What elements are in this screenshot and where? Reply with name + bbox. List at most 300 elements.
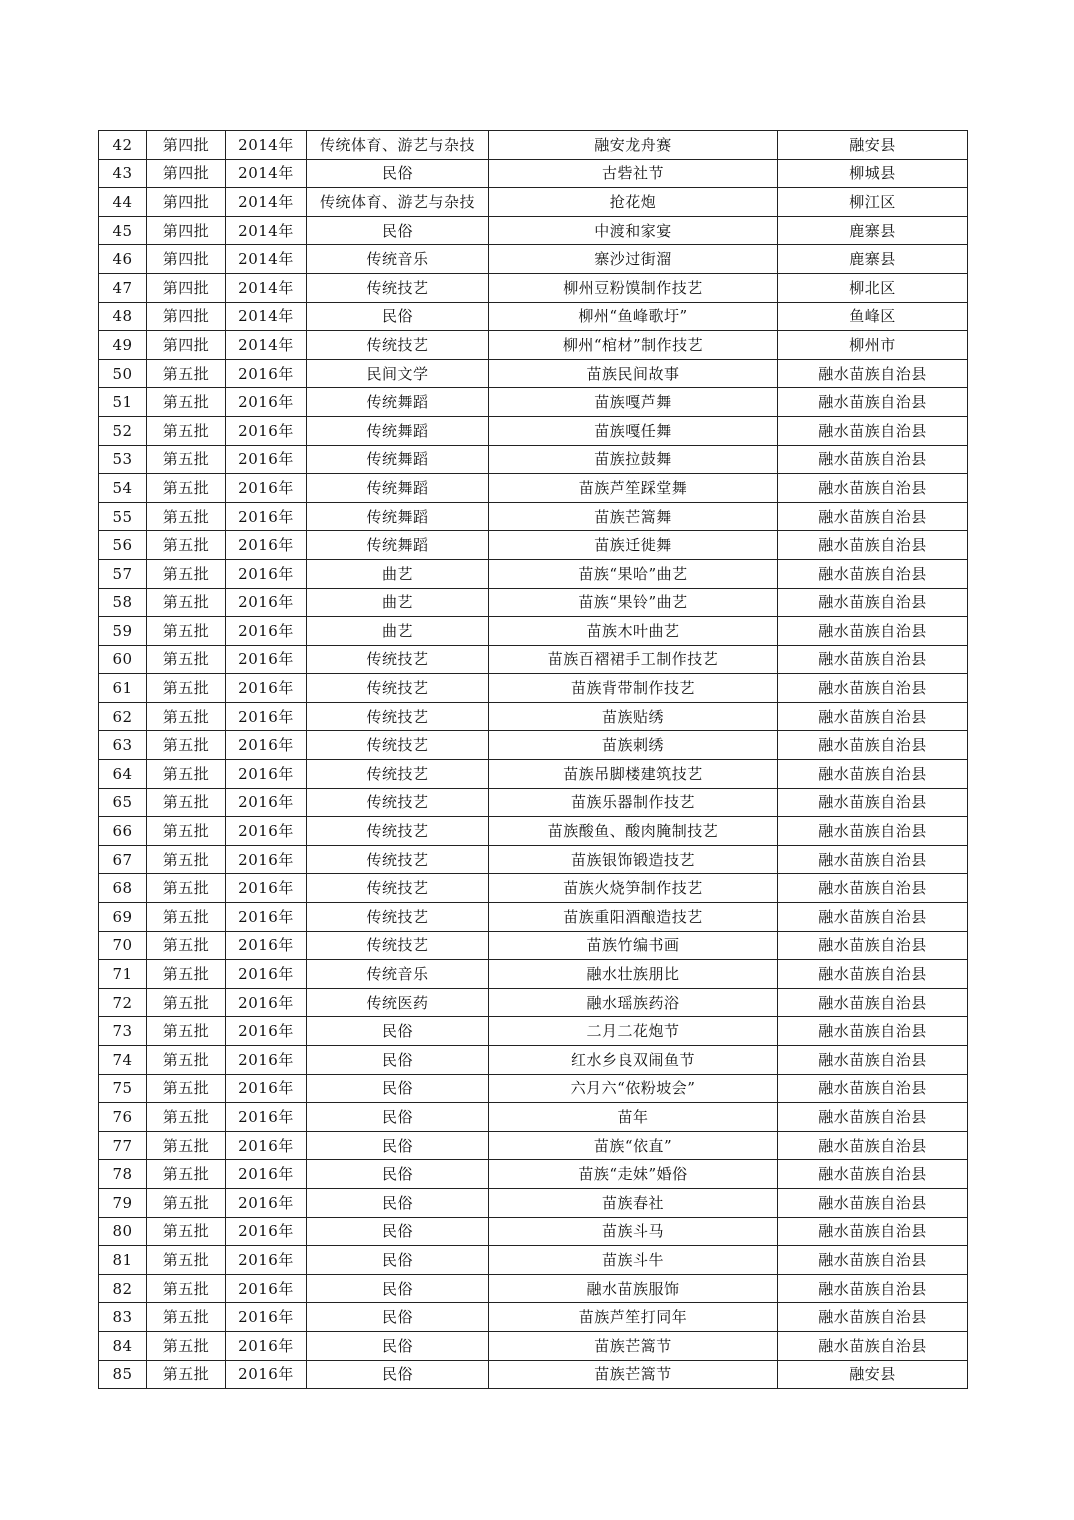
row-number-cell: 66	[99, 817, 147, 846]
region-cell: 鹿寨县	[778, 216, 968, 245]
project-name-cell: 苗族“依直”	[489, 1131, 778, 1160]
category-cell: 传统技艺	[307, 331, 489, 360]
table-row	[99, 960, 968, 989]
batch-cell: 第五批	[147, 588, 226, 617]
batch-cell: 第四批	[147, 245, 226, 274]
region-cell: 融水苗族自治县	[778, 845, 968, 874]
table-row	[99, 788, 968, 817]
category-cell: 传统舞蹈	[307, 502, 489, 531]
region-cell: 融水苗族自治县	[778, 1217, 968, 1246]
region-cell: 融水苗族自治县	[778, 960, 968, 989]
project-name-cell: 柳州豆粉馍制作技艺	[489, 273, 778, 302]
batch-cell: 第五批	[147, 1331, 226, 1360]
batch-cell: 第四批	[147, 273, 226, 302]
table-row	[99, 1246, 968, 1275]
row-number-cell: 81	[99, 1246, 147, 1275]
year-cell: 2016年	[226, 531, 307, 560]
batch-cell: 第五批	[147, 874, 226, 903]
project-name-cell: 柳州“鱼峰歌圩”	[489, 302, 778, 331]
row-number-cell: 44	[99, 188, 147, 217]
row-number-cell: 76	[99, 1103, 147, 1132]
batch-cell: 第五批	[147, 1074, 226, 1103]
project-name-cell: 融水壮族朋比	[489, 960, 778, 989]
category-cell: 民俗	[307, 1303, 489, 1332]
region-cell: 融安县	[778, 1360, 968, 1389]
region-cell: 融水苗族自治县	[778, 359, 968, 388]
region-cell: 融水苗族自治县	[778, 474, 968, 503]
batch-cell: 第五批	[147, 1246, 226, 1275]
year-cell: 2016年	[226, 931, 307, 960]
category-cell: 民俗	[307, 302, 489, 331]
table-row	[99, 1331, 968, 1360]
project-name-cell: 苗族木叶曲艺	[489, 617, 778, 646]
row-number-cell: 61	[99, 674, 147, 703]
batch-cell: 第五批	[147, 474, 226, 503]
project-name-cell: 红水乡良双闹鱼节	[489, 1046, 778, 1075]
row-number-cell: 77	[99, 1131, 147, 1160]
project-name-cell: 柳州“棺材”制作技艺	[489, 331, 778, 360]
region-cell: 融水苗族自治县	[778, 1017, 968, 1046]
batch-cell: 第五批	[147, 674, 226, 703]
table-row	[99, 674, 968, 703]
year-cell: 2016年	[226, 731, 307, 760]
batch-cell: 第五批	[147, 1274, 226, 1303]
year-cell: 2014年	[226, 131, 307, 160]
region-cell: 融水苗族自治县	[778, 1103, 968, 1132]
project-name-cell: 苗族“果哈”曲艺	[489, 559, 778, 588]
table-row	[99, 1274, 968, 1303]
project-name-cell: 融水瑶族药浴	[489, 988, 778, 1017]
table-row	[99, 1360, 968, 1389]
category-cell: 民俗	[307, 1331, 489, 1360]
project-name-cell: 苗族斗马	[489, 1217, 778, 1246]
project-name-cell: 苗族背带制作技艺	[489, 674, 778, 703]
table-row	[99, 731, 968, 760]
row-number-cell: 85	[99, 1360, 147, 1389]
table-row	[99, 1074, 968, 1103]
row-number-cell: 80	[99, 1217, 147, 1246]
project-name-cell: 苗族百褶裙手工制作技艺	[489, 645, 778, 674]
year-cell: 2016年	[226, 588, 307, 617]
category-cell: 民俗	[307, 1074, 489, 1103]
region-cell: 融安县	[778, 131, 968, 160]
row-number-cell: 67	[99, 845, 147, 874]
year-cell: 2016年	[226, 617, 307, 646]
category-cell: 民俗	[307, 1160, 489, 1189]
project-name-cell: 苗族乐器制作技艺	[489, 788, 778, 817]
batch-cell: 第五批	[147, 903, 226, 932]
year-cell: 2014年	[226, 302, 307, 331]
region-cell: 融水苗族自治县	[778, 502, 968, 531]
region-cell: 柳江区	[778, 188, 968, 217]
category-cell: 民俗	[307, 1360, 489, 1389]
row-number-cell: 45	[99, 216, 147, 245]
table-row	[99, 474, 968, 503]
batch-cell: 第五批	[147, 531, 226, 560]
project-name-cell: 苗族吊脚楼建筑技艺	[489, 760, 778, 789]
project-name-cell: 苗族重阳酒酿造技艺	[489, 903, 778, 932]
project-name-cell: 苗族火烧笋制作技艺	[489, 874, 778, 903]
category-cell: 传统技艺	[307, 817, 489, 846]
category-cell: 民俗	[307, 1217, 489, 1246]
batch-cell: 第四批	[147, 331, 226, 360]
batch-cell: 第五批	[147, 788, 226, 817]
category-cell: 传统音乐	[307, 245, 489, 274]
project-name-cell: 苗族迁徙舞	[489, 531, 778, 560]
row-number-cell: 79	[99, 1188, 147, 1217]
batch-cell: 第五批	[147, 388, 226, 417]
region-cell: 融水苗族自治县	[778, 874, 968, 903]
batch-cell: 第五批	[147, 845, 226, 874]
table-row	[99, 645, 968, 674]
year-cell: 2016年	[226, 559, 307, 588]
region-cell: 融水苗族自治县	[778, 645, 968, 674]
year-cell: 2014年	[226, 188, 307, 217]
project-name-cell: 融安龙舟赛	[489, 131, 778, 160]
category-cell: 民俗	[307, 1131, 489, 1160]
project-name-cell: 寨沙过街溜	[489, 245, 778, 274]
table-row	[99, 1046, 968, 1075]
year-cell: 2016年	[226, 1331, 307, 1360]
table-row	[99, 931, 968, 960]
year-cell: 2016年	[226, 645, 307, 674]
project-name-cell: 抢花炮	[489, 188, 778, 217]
table-row	[99, 188, 968, 217]
batch-cell: 第五批	[147, 559, 226, 588]
region-cell: 融水苗族自治县	[778, 1131, 968, 1160]
project-name-cell: 六月六“依粉坡会”	[489, 1074, 778, 1103]
table-row	[99, 359, 968, 388]
row-number-cell: 71	[99, 960, 147, 989]
batch-cell: 第五批	[147, 1303, 226, 1332]
project-name-cell: 苗族拉鼓舞	[489, 445, 778, 474]
batch-cell: 第五批	[147, 1360, 226, 1389]
year-cell: 2016年	[226, 702, 307, 731]
category-cell: 民俗	[307, 1188, 489, 1217]
year-cell: 2016年	[226, 388, 307, 417]
batch-cell: 第五批	[147, 960, 226, 989]
region-cell: 融水苗族自治县	[778, 416, 968, 445]
category-cell: 传统音乐	[307, 960, 489, 989]
row-number-cell: 54	[99, 474, 147, 503]
category-cell: 传统技艺	[307, 273, 489, 302]
row-number-cell: 65	[99, 788, 147, 817]
project-name-cell: 苗族竹编书画	[489, 931, 778, 960]
table-row	[99, 159, 968, 188]
year-cell: 2016年	[226, 960, 307, 989]
category-cell: 民间文学	[307, 359, 489, 388]
project-name-cell: 苗族芒篙舞	[489, 502, 778, 531]
table-row	[99, 702, 968, 731]
row-number-cell: 59	[99, 617, 147, 646]
region-cell: 融水苗族自治县	[778, 1188, 968, 1217]
category-cell: 民俗	[307, 1046, 489, 1075]
region-cell: 融水苗族自治县	[778, 1331, 968, 1360]
project-name-cell: 苗族酸鱼、酸肉腌制技艺	[489, 817, 778, 846]
table-row	[99, 874, 968, 903]
year-cell: 2016年	[226, 674, 307, 703]
category-cell: 传统体育、游艺与杂技	[307, 131, 489, 160]
region-cell: 融水苗族自治县	[778, 588, 968, 617]
region-cell: 融水苗族自治县	[778, 702, 968, 731]
table-row	[99, 331, 968, 360]
year-cell: 2014年	[226, 331, 307, 360]
region-cell: 融水苗族自治县	[778, 788, 968, 817]
batch-cell: 第五批	[147, 731, 226, 760]
row-number-cell: 68	[99, 874, 147, 903]
year-cell: 2016年	[226, 1246, 307, 1275]
region-cell: 融水苗族自治县	[778, 1303, 968, 1332]
category-cell: 传统技艺	[307, 931, 489, 960]
year-cell: 2016年	[226, 416, 307, 445]
batch-cell: 第五批	[147, 416, 226, 445]
row-number-cell: 43	[99, 159, 147, 188]
batch-cell: 第四批	[147, 188, 226, 217]
table-row	[99, 1103, 968, 1132]
year-cell: 2016年	[226, 1303, 307, 1332]
batch-cell: 第五批	[147, 1103, 226, 1132]
year-cell: 2016年	[226, 1160, 307, 1189]
year-cell: 2016年	[226, 845, 307, 874]
year-cell: 2016年	[226, 788, 307, 817]
row-number-cell: 84	[99, 1331, 147, 1360]
batch-cell: 第五批	[147, 1017, 226, 1046]
category-cell: 传统技艺	[307, 874, 489, 903]
table-row	[99, 617, 968, 646]
project-name-cell: 苗族“走妹”婚俗	[489, 1160, 778, 1189]
category-cell: 曲艺	[307, 559, 489, 588]
row-number-cell: 53	[99, 445, 147, 474]
year-cell: 2016年	[226, 359, 307, 388]
category-cell: 传统体育、游艺与杂技	[307, 188, 489, 217]
year-cell: 2016年	[226, 874, 307, 903]
year-cell: 2016年	[226, 1074, 307, 1103]
row-number-cell: 50	[99, 359, 147, 388]
project-name-cell: 二月二花炮节	[489, 1017, 778, 1046]
region-cell: 融水苗族自治县	[778, 445, 968, 474]
project-name-cell: 苗族贴绣	[489, 702, 778, 731]
table-row	[99, 302, 968, 331]
region-cell: 融水苗族自治县	[778, 1074, 968, 1103]
region-cell: 柳州市	[778, 331, 968, 360]
batch-cell: 第四批	[147, 216, 226, 245]
row-number-cell: 56	[99, 531, 147, 560]
batch-cell: 第五批	[147, 1131, 226, 1160]
year-cell: 2016年	[226, 903, 307, 932]
batch-cell: 第五批	[147, 1217, 226, 1246]
project-name-cell: 苗族芦笙打同年	[489, 1303, 778, 1332]
region-cell: 融水苗族自治县	[778, 1046, 968, 1075]
table-row	[99, 1217, 968, 1246]
year-cell: 2014年	[226, 245, 307, 274]
table-row	[99, 416, 968, 445]
row-number-cell: 60	[99, 645, 147, 674]
batch-cell: 第四批	[147, 302, 226, 331]
table-row	[99, 988, 968, 1017]
region-cell: 融水苗族自治县	[778, 559, 968, 588]
project-name-cell: 中渡和家宴	[489, 216, 778, 245]
category-cell: 传统医药	[307, 988, 489, 1017]
year-cell: 2016年	[226, 988, 307, 1017]
region-cell: 融水苗族自治县	[778, 1160, 968, 1189]
category-cell: 传统技艺	[307, 702, 489, 731]
category-cell: 民俗	[307, 216, 489, 245]
region-cell: 融水苗族自治县	[778, 1246, 968, 1275]
region-cell: 融水苗族自治县	[778, 731, 968, 760]
table-row	[99, 817, 968, 846]
year-cell: 2016年	[226, 445, 307, 474]
project-name-cell: 苗族民间故事	[489, 359, 778, 388]
row-number-cell: 62	[99, 702, 147, 731]
region-cell: 柳城县	[778, 159, 968, 188]
project-name-cell: 苗族芦笙踩堂舞	[489, 474, 778, 503]
row-number-cell: 57	[99, 559, 147, 588]
year-cell: 2014年	[226, 273, 307, 302]
project-name-cell: 融水苗族服饰	[489, 1274, 778, 1303]
category-cell: 传统舞蹈	[307, 445, 489, 474]
category-cell: 传统技艺	[307, 788, 489, 817]
project-name-cell: 苗族刺绣	[489, 731, 778, 760]
category-cell: 民俗	[307, 1246, 489, 1275]
table-row	[99, 588, 968, 617]
row-number-cell: 64	[99, 760, 147, 789]
category-cell: 传统技艺	[307, 903, 489, 932]
project-name-cell: 古砦社节	[489, 159, 778, 188]
table-row	[99, 388, 968, 417]
year-cell: 2016年	[226, 1131, 307, 1160]
batch-cell: 第五批	[147, 931, 226, 960]
year-cell: 2016年	[226, 1360, 307, 1389]
table-row	[99, 1303, 968, 1332]
table-row	[99, 445, 968, 474]
project-name-cell: 苗年	[489, 1103, 778, 1132]
category-cell: 民俗	[307, 159, 489, 188]
heritage-list-table	[98, 130, 968, 1389]
category-cell: 民俗	[307, 1274, 489, 1303]
batch-cell: 第五批	[147, 760, 226, 789]
category-cell: 传统舞蹈	[307, 474, 489, 503]
table-row	[99, 760, 968, 789]
year-cell: 2016年	[226, 1017, 307, 1046]
batch-cell: 第五批	[147, 1188, 226, 1217]
batch-cell: 第五批	[147, 645, 226, 674]
project-name-cell: 苗族嘎任舞	[489, 416, 778, 445]
table-row	[99, 1160, 968, 1189]
row-number-cell: 73	[99, 1017, 147, 1046]
year-cell: 2016年	[226, 1103, 307, 1132]
category-cell: 传统技艺	[307, 731, 489, 760]
row-number-cell: 42	[99, 131, 147, 160]
year-cell: 2014年	[226, 216, 307, 245]
category-cell: 传统技艺	[307, 760, 489, 789]
table-row	[99, 845, 968, 874]
category-cell: 传统舞蹈	[307, 388, 489, 417]
row-number-cell: 48	[99, 302, 147, 331]
year-cell: 2016年	[226, 1217, 307, 1246]
table-row	[99, 131, 968, 160]
category-cell: 传统技艺	[307, 645, 489, 674]
table-row	[99, 559, 968, 588]
region-cell: 鱼峰区	[778, 302, 968, 331]
table-row	[99, 502, 968, 531]
batch-cell: 第五批	[147, 445, 226, 474]
batch-cell: 第五批	[147, 1160, 226, 1189]
table-row	[99, 1188, 968, 1217]
year-cell: 2016年	[226, 760, 307, 789]
table-row	[99, 245, 968, 274]
row-number-cell: 74	[99, 1046, 147, 1075]
region-cell: 融水苗族自治县	[778, 931, 968, 960]
table-row	[99, 273, 968, 302]
row-number-cell: 51	[99, 388, 147, 417]
row-number-cell: 78	[99, 1160, 147, 1189]
table-row	[99, 216, 968, 245]
batch-cell: 第五批	[147, 359, 226, 388]
category-cell: 传统舞蹈	[307, 531, 489, 560]
row-number-cell: 47	[99, 273, 147, 302]
project-name-cell: 苗族嘎芦舞	[489, 388, 778, 417]
category-cell: 传统技艺	[307, 845, 489, 874]
region-cell: 融水苗族自治县	[778, 988, 968, 1017]
project-name-cell: 苗族芒篙节	[489, 1331, 778, 1360]
row-number-cell: 49	[99, 331, 147, 360]
year-cell: 2016年	[226, 474, 307, 503]
table-row	[99, 1017, 968, 1046]
project-name-cell: 苗族斗牛	[489, 1246, 778, 1275]
year-cell: 2016年	[226, 502, 307, 531]
row-number-cell: 52	[99, 416, 147, 445]
region-cell: 融水苗族自治县	[778, 1274, 968, 1303]
region-cell: 融水苗族自治县	[778, 903, 968, 932]
project-name-cell: 苗族芒篙节	[489, 1360, 778, 1389]
table-row	[99, 531, 968, 560]
category-cell: 民俗	[307, 1103, 489, 1132]
category-cell: 传统技艺	[307, 674, 489, 703]
category-cell: 民俗	[307, 1017, 489, 1046]
region-cell: 鹿寨县	[778, 245, 968, 274]
table-row	[99, 1131, 968, 1160]
batch-cell: 第五批	[147, 617, 226, 646]
category-cell: 曲艺	[307, 588, 489, 617]
row-number-cell: 82	[99, 1274, 147, 1303]
year-cell: 2014年	[226, 159, 307, 188]
region-cell: 融水苗族自治县	[778, 817, 968, 846]
region-cell: 融水苗族自治县	[778, 674, 968, 703]
category-cell: 传统舞蹈	[307, 416, 489, 445]
region-cell: 融水苗族自治县	[778, 388, 968, 417]
row-number-cell: 69	[99, 903, 147, 932]
row-number-cell: 83	[99, 1303, 147, 1332]
row-number-cell: 58	[99, 588, 147, 617]
row-number-cell: 55	[99, 502, 147, 531]
region-cell: 融水苗族自治县	[778, 531, 968, 560]
project-name-cell: 苗族银饰锻造技艺	[489, 845, 778, 874]
region-cell: 融水苗族自治县	[778, 760, 968, 789]
row-number-cell: 63	[99, 731, 147, 760]
year-cell: 2016年	[226, 1274, 307, 1303]
batch-cell: 第五批	[147, 702, 226, 731]
batch-cell: 第四批	[147, 131, 226, 160]
category-cell: 曲艺	[307, 617, 489, 646]
row-number-cell: 72	[99, 988, 147, 1017]
batch-cell: 第四批	[147, 159, 226, 188]
batch-cell: 第五批	[147, 988, 226, 1017]
row-number-cell: 75	[99, 1074, 147, 1103]
project-name-cell: 苗族“果铃”曲艺	[489, 588, 778, 617]
year-cell: 2016年	[226, 1188, 307, 1217]
row-number-cell: 46	[99, 245, 147, 274]
table-body	[99, 131, 968, 1389]
